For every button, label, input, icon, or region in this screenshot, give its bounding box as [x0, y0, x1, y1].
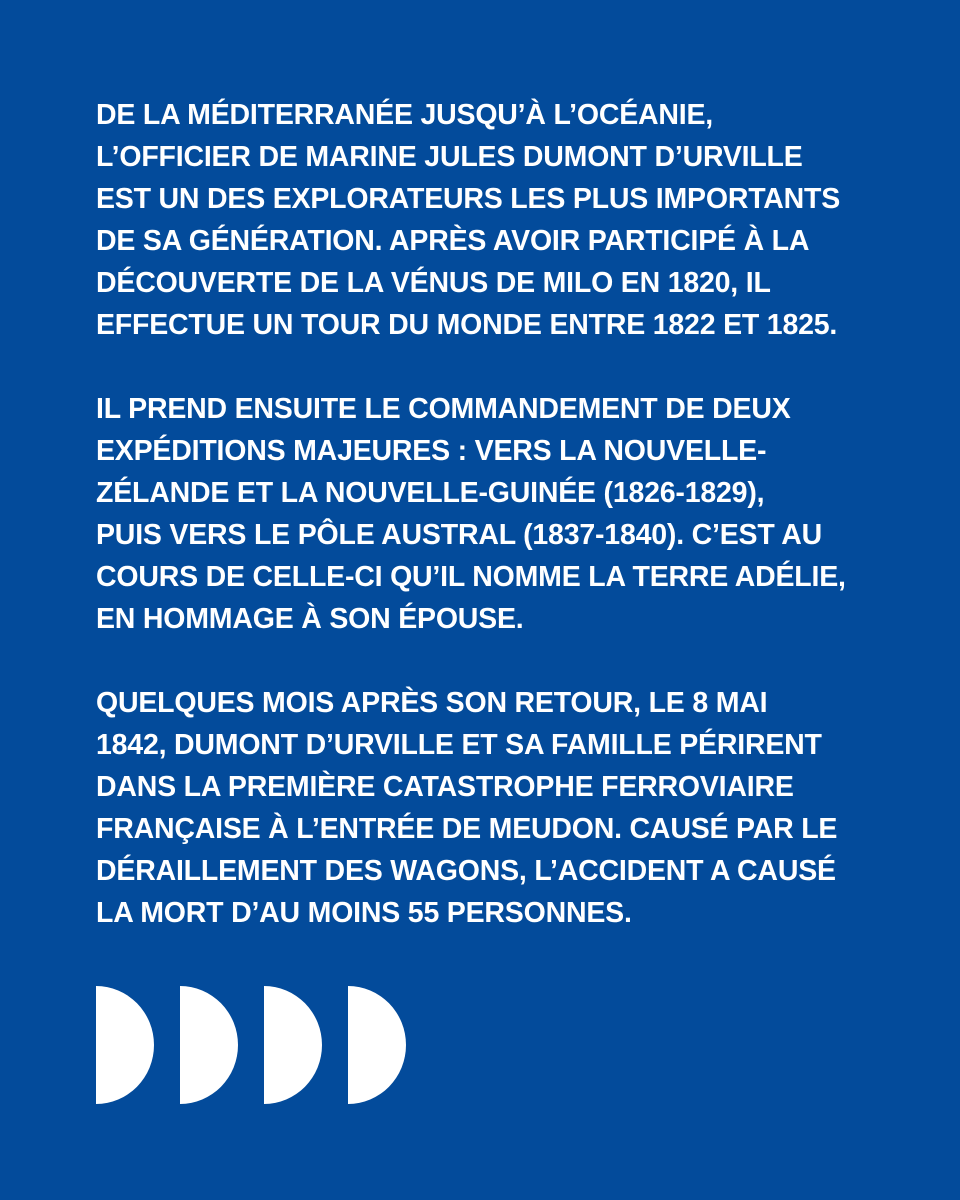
- paragraph-line: COURS DE CELLE-CI QU’IL NOMME LA TERRE ADÉLIE,: [96, 561, 846, 593]
- paragraph-line: PUIS VERS LE PÔLE AUSTRAL (1837-1840). C’EST AU: [96, 519, 822, 551]
- text-content: [96, 94, 886, 934]
- paragraph-line: IL PREND ENSUITE LE COMMANDEMENT DE DEUX: [96, 393, 791, 425]
- paragraph-line: DÉRAILLEMENT DES WAGONS, L’ACCIDENT A CAUSÉ: [96, 855, 836, 887]
- paragraph-line: QUELQUES MOIS APRÈS SON RETOUR, LE 8 MAI: [96, 687, 768, 719]
- half-circle-icon: [348, 986, 406, 1104]
- half-circle-icon: [96, 986, 154, 1104]
- four-half-circles-logo-icon: [96, 986, 416, 1104]
- paragraph-line: FRANÇAISE À L’ENTRÉE DE MEUDON. CAUSÉ PAR LE: [96, 813, 838, 845]
- paragraph-line: L’OFFICIER DE MARINE JULES DUMONT D’URVILLE: [96, 141, 803, 173]
- half-circle-icon: [180, 986, 238, 1104]
- paragraph-2: [96, 388, 886, 640]
- half-circle-icon: [264, 986, 322, 1104]
- paragraph-line: LA MORT D’AU MOINS 55 PERSONNES.: [96, 897, 632, 929]
- paragraph-line: ZÉLANDE ET LA NOUVELLE-GUINÉE (1826-1829),: [96, 477, 765, 509]
- paragraph-line: DE LA MÉDITERRANÉE JUSQU’À L’OCÉANIE,: [96, 99, 714, 131]
- paragraph-line: EN HOMMAGE À SON ÉPOUSE.: [96, 603, 524, 635]
- paragraph-line: 1842, DUMONT D’URVILLE ET SA FAMILLE PÉRIRENT: [96, 729, 822, 761]
- paragraph-line: EST UN DES EXPLORATEURS LES PLUS IMPORTANTS: [96, 183, 841, 215]
- paragraph-line: EFFECTUE UN TOUR DU MONDE ENTRE 1822 ET 1825.: [96, 309, 838, 341]
- paragraph-line: DÉCOUVERTE DE LA VÉNUS DE MILO EN 1820, IL: [96, 267, 771, 299]
- paragraph-line: DE SA GÉNÉRATION. APRÈS AVOIR PARTICIPÉ À LA: [96, 225, 810, 257]
- paragraph-line: DANS LA PREMIÈRE CATASTROPHE FERROVIAIRE: [96, 771, 794, 803]
- paragraph-3: [96, 682, 886, 934]
- paragraph-line: EXPÉDITIONS MAJEURES : VERS LA NOUVELLE-: [96, 435, 767, 467]
- paragraph-1: [96, 94, 886, 346]
